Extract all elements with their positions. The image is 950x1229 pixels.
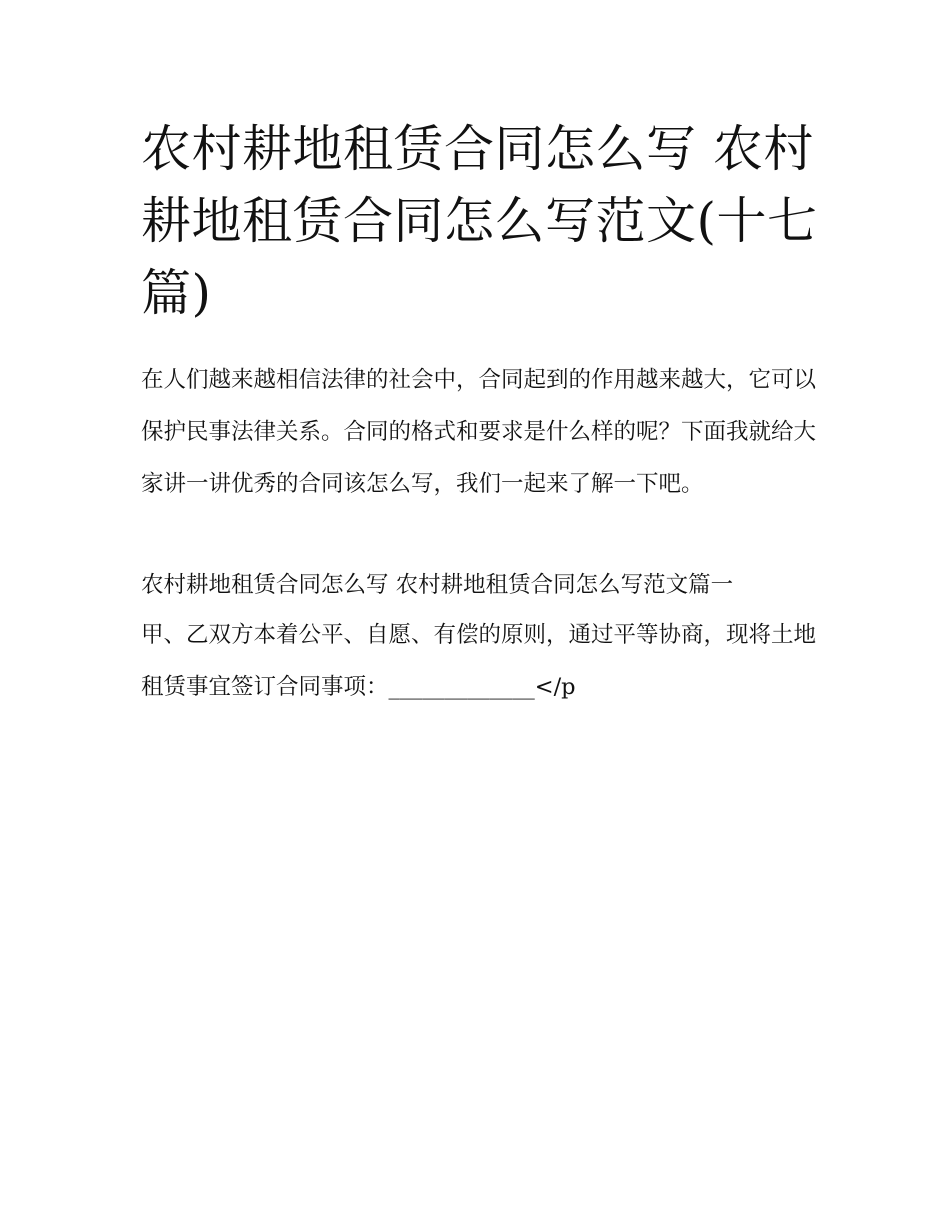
document-title: 农村耕地租赁合同怎么写 农村耕地租赁合同怎么写范文(十七篇) [141,120,818,322]
section-heading-paragraph: 农村耕地租赁合同怎么写 农村耕地租赁合同怎么写范文篇一 [141,572,734,598]
intro-paragraph: 在人们越来越相信法律的社会中，合同起到的作用越来越大，它可以保护民事法律关系。合同的格式和要求是什么样的呢？下面我就给大家讲一讲优秀的合同该怎么写，我们一起来了解一下吧。 [141,367,817,497]
contract-opening-paragraph: 甲、乙双方本着公平、自愿、有偿的原则，通过平等协商，现将土地租赁事宜签订合同事项：_____________</p [141,622,817,700]
